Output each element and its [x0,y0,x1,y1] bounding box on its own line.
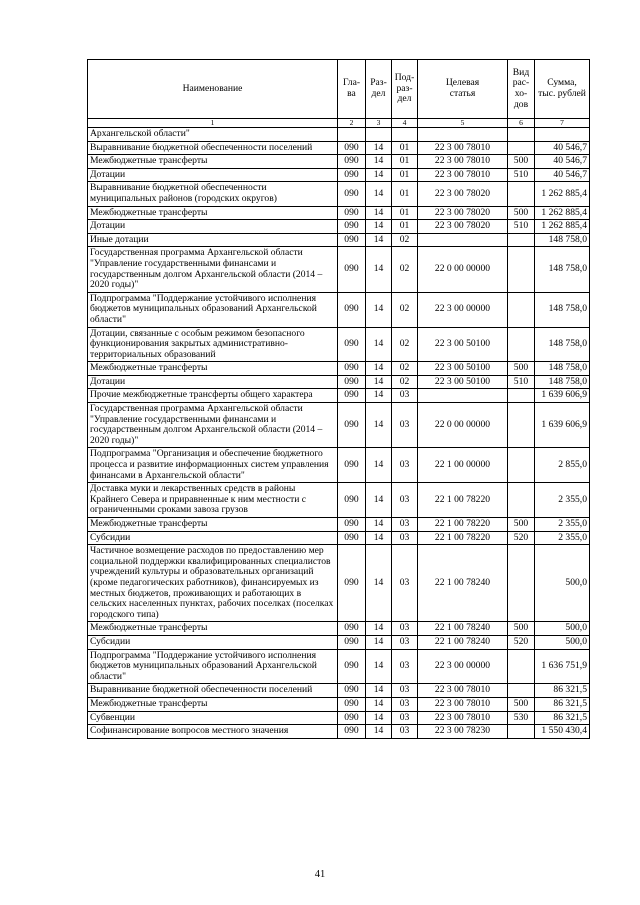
row-glava: 090 [338,725,366,739]
row-glava: 090 [338,220,366,234]
row-sum: 500,0 [535,622,590,636]
row-podrazdel: 02 [392,375,418,389]
row-target-article: 22 3 00 78010 [418,697,508,711]
header-sum: Сумма, тыс. рублей [535,60,590,119]
row-expense-type [508,684,535,698]
row-name: Прочие межбюджетные трансферты общего характера [88,389,338,403]
column-number: 7 [535,119,590,128]
row-razdel: 14 [366,155,392,169]
row-glava: 090 [338,684,366,698]
row-sum: 1 550 430,4 [535,725,590,739]
row-razdel: 14 [366,389,392,403]
row-podrazdel: 03 [392,403,418,448]
row-target-article: 22 1 00 78220 [418,518,508,532]
row-sum: 2 355,0 [535,518,590,532]
table-row [88,684,590,698]
table-row [88,725,590,739]
column-number: 3 [366,119,392,128]
row-expense-type: 500 [508,155,535,169]
row-sum: 1 262 885,4 [535,182,590,206]
row-name: Межбюджетные трансферты [88,155,338,169]
row-glava: 090 [338,182,366,206]
row-name: Государственная программа Архангельской области "Управление государственными финансами и государственным долгом Архангельской области (2014 – 2020 годы)" [88,403,338,448]
row-sum: 1 636 751,9 [535,649,590,684]
row-target-article: 22 3 00 78020 [418,220,508,234]
row-expense-type [508,483,535,518]
table-row [88,403,590,448]
row-sum: 40 546,7 [535,168,590,182]
table-row [88,155,590,169]
row-podrazdel: 02 [392,362,418,376]
row-target-article: 22 3 00 00000 [418,292,508,327]
row-podrazdel: 03 [392,518,418,532]
row-target-article: 22 3 00 78230 [418,725,508,739]
row-target-article: 22 1 00 78240 [418,545,508,622]
row-razdel: 14 [366,684,392,698]
table-row [88,247,590,292]
table-row [88,483,590,518]
row-podrazdel: 03 [392,697,418,711]
row-podrazdel: 02 [392,247,418,292]
budget-table [87,59,590,739]
row-target-article: 22 3 00 50100 [418,362,508,376]
row-glava: 090 [338,141,366,155]
row-target-article: 22 3 00 78010 [418,711,508,725]
row-target-article: 22 1 00 78240 [418,635,508,649]
row-name: Выравнивание бюджетной обеспеченности поселений [88,684,338,698]
header-razdel: Раз- дел [366,60,392,119]
table-row [88,622,590,636]
row-glava: 090 [338,292,366,327]
row-podrazdel: 01 [392,141,418,155]
row-sum: 148 758,0 [535,375,590,389]
row-expense-type [508,182,535,206]
row-expense-type [508,545,535,622]
row-name: Архангельской области" [88,128,338,142]
row-name: Дотации [88,220,338,234]
row-razdel: 14 [366,403,392,448]
row-name: Иные дотации [88,233,338,247]
row-podrazdel: 03 [392,448,418,483]
row-expense-type [508,448,535,483]
row-expense-type [508,403,535,448]
column-number: 5 [418,119,508,128]
row-target-article: 22 1 00 78220 [418,483,508,518]
table-row [88,635,590,649]
row-razdel: 14 [366,518,392,532]
row-razdel: 14 [366,649,392,684]
row-name: Межбюджетные трансферты [88,697,338,711]
row-sum [535,128,590,142]
row-sum: 86 321,5 [535,684,590,698]
row-name: Субсидии [88,635,338,649]
row-glava: 090 [338,711,366,725]
row-target-article [418,389,508,403]
table-row [88,292,590,327]
row-expense-type [508,233,535,247]
row-podrazdel: 03 [392,483,418,518]
row-expense-type: 510 [508,375,535,389]
row-glava: 090 [338,403,366,448]
table-row [88,697,590,711]
row-expense-type [508,649,535,684]
table-row [88,182,590,206]
row-target-article: 22 1 00 00000 [418,448,508,483]
row-sum: 2 355,0 [535,531,590,545]
row-expense-type [508,292,535,327]
row-sum: 148 758,0 [535,327,590,362]
row-razdel: 14 [366,448,392,483]
row-target-article: 22 3 00 78010 [418,168,508,182]
row-expense-type [508,141,535,155]
row-sum: 500,0 [535,635,590,649]
row-sum: 40 546,7 [535,155,590,169]
row-target-article [418,233,508,247]
row-target-article: 22 3 00 50100 [418,375,508,389]
row-sum: 1 262 885,4 [535,206,590,220]
row-name: Частичное возмещение расходов по предоставлению мер социальной поддержки квалифицированных специалистов учреждений культуры и образовательных организаций (кроме педагогических работников), финансируемых из местных бюджетов, проживающих и работающих в сельских населенных пунктах, рабочих поселках (поселках городского типа) [88,545,338,622]
row-razdel: 14 [366,220,392,234]
row-glava: 090 [338,168,366,182]
header-name: Наименование [88,60,338,119]
row-target-article: 22 3 00 78010 [418,155,508,169]
row-target-article: 22 3 00 78020 [418,182,508,206]
row-name: Субвенции [88,711,338,725]
column-number: 1 [88,119,338,128]
row-podrazdel [392,128,418,142]
table-row [88,545,590,622]
table-row [88,128,590,142]
row-podrazdel: 03 [392,622,418,636]
row-expense-type: 510 [508,168,535,182]
row-name: Доставка муки и лекарственных средств в районы Крайнего Севера и приравненные к ним местности с ограниченными сроками завоза грузов [88,483,338,518]
row-razdel: 14 [366,362,392,376]
column-numbers-row [88,119,590,128]
row-razdel: 14 [366,182,392,206]
table-row [88,531,590,545]
row-expense-type [508,247,535,292]
row-glava [338,128,366,142]
row-name: Дотации [88,375,338,389]
row-razdel: 14 [366,206,392,220]
row-razdel: 14 [366,697,392,711]
row-expense-type: 510 [508,220,535,234]
row-expense-type: 500 [508,622,535,636]
column-number: 2 [338,119,366,128]
row-glava: 090 [338,247,366,292]
row-razdel: 14 [366,168,392,182]
row-name: Подпрограмма "Поддержание устойчивого исполнения бюджетов муниципальных образований Архангельской области" [88,649,338,684]
row-podrazdel: 03 [392,531,418,545]
table-row [88,375,590,389]
row-glava: 090 [338,327,366,362]
row-razdel: 14 [366,141,392,155]
table-body [88,128,590,739]
row-podrazdel: 01 [392,182,418,206]
row-name: Государственная программа Архангельской области "Управление государственными финансами и государственным долгом Архангельской области (2014 – 2020 годы)" [88,247,338,292]
row-razdel: 14 [366,233,392,247]
row-razdel: 14 [366,711,392,725]
row-sum: 2 355,0 [535,483,590,518]
table-row [88,168,590,182]
row-razdel: 14 [366,292,392,327]
row-target-article: 22 0 00 00000 [418,247,508,292]
row-podrazdel: 03 [392,684,418,698]
table-row [88,233,590,247]
row-glava: 090 [338,155,366,169]
column-number: 4 [392,119,418,128]
row-target-article [418,128,508,142]
row-podrazdel: 02 [392,327,418,362]
row-sum: 148 758,0 [535,247,590,292]
row-name: Подпрограмма "Поддержание устойчивого исполнения бюджетов муниципальных образований Архангельской области" [88,292,338,327]
row-sum: 1 639 606,9 [535,403,590,448]
row-podrazdel: 03 [392,545,418,622]
row-expense-type [508,128,535,142]
row-name: Межбюджетные трансферты [88,622,338,636]
page-number: 41 [314,869,326,880]
header-vid: Вид рас- хо- дов [508,60,535,119]
row-podrazdel: 01 [392,168,418,182]
row-name: Дотации [88,168,338,182]
row-podrazdel: 03 [392,635,418,649]
row-sum: 500,0 [535,545,590,622]
row-target-article: 22 3 00 78010 [418,684,508,698]
row-expense-type [508,389,535,403]
row-glava: 090 [338,545,366,622]
row-glava: 090 [338,233,366,247]
row-expense-type: 500 [508,697,535,711]
row-name: Дотации, связанные с особым режимом безопасного функционирования закрытых административно-территориальных образований [88,327,338,362]
table-row [88,389,590,403]
row-name: Межбюджетные трансферты [88,206,338,220]
row-expense-type: 500 [508,518,535,532]
row-podrazdel: 03 [392,389,418,403]
header-target: Целевая статья [418,60,508,119]
row-razdel [366,128,392,142]
row-razdel: 14 [366,327,392,362]
row-glava: 090 [338,518,366,532]
row-sum: 1 262 885,4 [535,220,590,234]
row-expense-type: 520 [508,635,535,649]
row-glava: 090 [338,448,366,483]
row-glava: 090 [338,697,366,711]
row-glava: 090 [338,622,366,636]
row-razdel: 14 [366,622,392,636]
row-target-article: 22 1 00 78240 [418,622,508,636]
table-row [88,518,590,532]
row-podrazdel: 01 [392,206,418,220]
row-expense-type: 530 [508,711,535,725]
row-razdel: 14 [366,545,392,622]
row-name: Выравнивание бюджетной обеспеченности поселений [88,141,338,155]
row-podrazdel: 03 [392,649,418,684]
row-expense-type [508,725,535,739]
row-sum: 40 546,7 [535,141,590,155]
table-row [88,206,590,220]
row-podrazdel: 02 [392,292,418,327]
row-podrazdel: 01 [392,220,418,234]
row-expense-type: 500 [508,362,535,376]
table-row [88,448,590,483]
row-glava: 090 [338,649,366,684]
row-expense-type: 500 [508,206,535,220]
row-target-article: 22 1 00 78220 [418,531,508,545]
table-row [88,711,590,725]
row-glava: 090 [338,375,366,389]
row-podrazdel: 03 [392,711,418,725]
row-sum: 148 758,0 [535,292,590,327]
table-row [88,649,590,684]
row-target-article: 22 3 00 50100 [418,327,508,362]
row-sum: 148 758,0 [535,362,590,376]
row-name: Межбюджетные трансферты [88,518,338,532]
row-name: Софинансирование вопросов местного значения [88,725,338,739]
row-name: Субсидии [88,531,338,545]
row-target-article: 22 3 00 78020 [418,206,508,220]
row-glava: 090 [338,531,366,545]
row-podrazdel: 02 [392,233,418,247]
row-razdel: 14 [366,725,392,739]
row-glava: 090 [338,362,366,376]
row-sum: 86 321,5 [535,711,590,725]
header-podrazdel: Под- раз- дел [392,60,418,119]
row-name: Подпрограмма "Организация и обеспечение бюджетного процесса и развитие информационных систем управления финансами в Архангельской области" [88,448,338,483]
row-target-article: 22 0 00 00000 [418,403,508,448]
column-number: 6 [508,119,535,128]
header-glava: Гла- ва [338,60,366,119]
row-sum: 86 321,5 [535,697,590,711]
row-name: Межбюджетные трансферты [88,362,338,376]
row-glava: 090 [338,635,366,649]
row-razdel: 14 [366,247,392,292]
row-podrazdel: 03 [392,725,418,739]
table-row [88,362,590,376]
row-name: Выравнивание бюджетной обеспеченности муниципальных районов (городских округов) [88,182,338,206]
row-razdel: 14 [366,483,392,518]
table-row [88,327,590,362]
row-expense-type: 520 [508,531,535,545]
row-glava: 090 [338,389,366,403]
row-sum: 2 855,0 [535,448,590,483]
row-expense-type [508,327,535,362]
row-target-article: 22 3 00 78010 [418,141,508,155]
table-row [88,141,590,155]
row-sum: 148 758,0 [535,233,590,247]
row-podrazdel: 01 [392,155,418,169]
row-glava: 090 [338,483,366,518]
row-sum: 1 639 606,9 [535,389,590,403]
table-row [88,220,590,234]
row-razdel: 14 [366,531,392,545]
row-glava: 090 [338,206,366,220]
row-razdel: 14 [366,635,392,649]
table-header-row [88,60,590,119]
row-target-article: 22 3 00 00000 [418,649,508,684]
row-razdel: 14 [366,375,392,389]
